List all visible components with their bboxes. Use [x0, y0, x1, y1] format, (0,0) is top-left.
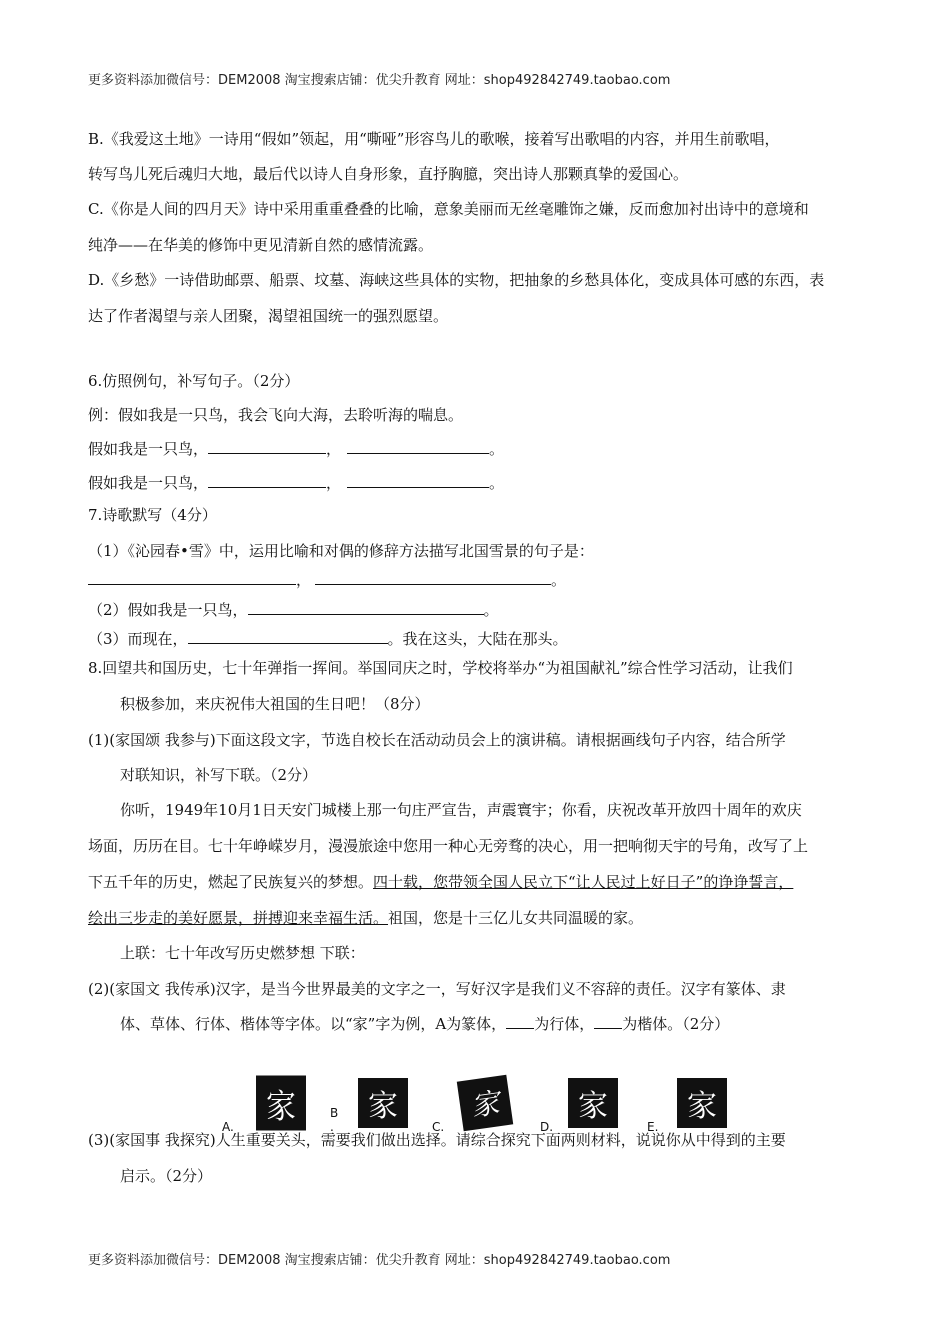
speech-text: 下五千年的历史，燃起了民族复兴的梦想。 — [88, 873, 374, 891]
speech-para-line1: 你听，1949年10月1日天安门城楼上那一句庄严宣告，声震寰宇；你看，庆祝改革开放四十周年的欢庆 — [120, 801, 802, 819]
q8-s2-line1: (2)(家国文 我传承)汉字，是当今世界最美的文字之一，写好汉字是我们义不容辞的责任。汉字有篆体、隶 — [88, 980, 786, 998]
speech-para-line2: 场面，历历在目。七十年峥嵘岁月，漫漫旅途中您用一种心无旁骛的决心，用一把响彻天宇的号角，改写了上 — [88, 837, 809, 855]
option-c-line1: C.《你是人间的四月天》诗中采用重重叠叠的比喻，意象美丽而无丝毫雕饰之嫌，反而愈加衬出诗中的意境和 — [88, 200, 809, 218]
q6-comma: ， — [326, 440, 342, 458]
q7-blank-1a[interactable] — [88, 570, 296, 585]
regular-script-image: 家 — [677, 1078, 727, 1128]
font-blank-1[interactable] — [506, 1014, 534, 1029]
q6-prompt: 假如我是一只鸟， — [88, 474, 209, 492]
option-label: D. — [540, 1120, 554, 1134]
q7-p1-blanks — [88, 570, 566, 590]
q6-blank-2b[interactable] — [347, 473, 489, 488]
q6-period: 。 — [489, 474, 505, 492]
q7-blank-1b[interactable] — [315, 570, 551, 585]
option-d-line2: 达了作者渴望与亲人团聚，渴望祖国统一的强烈愿望。 — [88, 307, 449, 325]
option-label: B . — [330, 1106, 339, 1134]
q8-line1: 8.回望共和国历史，七十年弹指一挥间。举国同庆之时，学校将举办“为祖国献礼”综合性学习活动，让我们 — [88, 659, 793, 677]
option-label: E. — [647, 1120, 659, 1134]
option-label: A. — [222, 1120, 234, 1134]
calligraphy-options — [222, 1078, 742, 1138]
q8-s1-line2: 对联知识，补写下联。（2分） — [120, 766, 318, 784]
seal-script-image: 家 — [256, 1076, 306, 1131]
underlined-sentence: 四十载，您带领全国人民立下“让人民过上好日子”的诤诤誓言， — [373, 873, 794, 891]
q6-period: 。 — [489, 440, 505, 458]
q6-title: 6.仿照例句，补写句子。（2分） — [88, 372, 300, 390]
q7-p1: （1）《沁园春•雪》中，运用比喻和对偶的修辞方法描写北国雪景的句子是： — [88, 542, 594, 560]
q8-line2: 积极参加，来庆祝伟大祖国的生日吧！（8分） — [120, 695, 430, 713]
option-c-line2: 纯净——在华美的修饰中更见清新自然的感情流露。 — [88, 236, 434, 254]
q7-p2: （2）假如我是一只鸟， — [88, 601, 248, 619]
page-header: 更多资料添加微信号：DEM2008 淘宝搜索店铺：优尖升教育 网址：shop492842749.taobao.com — [88, 73, 671, 88]
q8-s2-text1: 体、草体、行体、楷体等字体。以“家”字为例，A为篆体， — [120, 1015, 507, 1033]
speech-para-line3 — [88, 872, 793, 892]
page-footer: 更多资料添加微信号：DEM2008 淘宝搜索店铺：优尖升教育 网址：shop492842749.taobao.com — [88, 1253, 671, 1268]
q8-s3-line1: (3)(家国事 我探究)人生重要关头，需要我们做出选择。请综合探究下面两则材料，说说你从中得到的主要 — [88, 1131, 786, 1149]
q8-s2-text3: 为楷体。（2分） — [622, 1015, 730, 1033]
q6-blank-1b[interactable] — [347, 439, 489, 454]
option-d-line1: D.《乡愁》一诗借助邮票、船票、坟墓、海峡这些具体的实物，把抽象的乡愁具体化，变成具体可感的东西，表 — [88, 271, 825, 289]
q7-blank-2[interactable] — [248, 600, 484, 615]
q7-p3b: 。我在这头，大陆在那头。 — [387, 630, 568, 648]
q7-blank-3[interactable] — [188, 629, 388, 644]
q7-period: 。 — [551, 571, 567, 589]
q6-comma: ， — [326, 474, 342, 492]
couplet-line: 上联：七十年改写历史燃梦想 下联： — [120, 944, 365, 962]
cursive-script-image: 家 — [457, 1075, 513, 1131]
q7-comma: ， — [296, 571, 312, 589]
option-label: C. — [432, 1120, 445, 1134]
q7-p3a: （3）而现在， — [88, 630, 188, 648]
option-b-line1: B.《我爱这土地》一诗用“假如”领起，用“嘶哑”形容鸟儿的歌喉，接着写出歌唱的内容，并用生前歌唱， — [88, 130, 780, 148]
q7-period: 。 — [483, 601, 499, 619]
speech-text: 祖国，您是十三亿儿女共同温暖的家。 — [388, 909, 644, 927]
q8-s3-line2: 启示。（2分） — [120, 1167, 213, 1185]
q8-s2-text2: 为行体， — [534, 1015, 595, 1033]
speech-para-line4 — [88, 908, 643, 928]
underlined-sentence: 绘出三步走的美好愿景，拼搏迎来幸福生活。 — [88, 909, 389, 927]
clerical-script-image: 家 — [358, 1078, 408, 1128]
q6-blank-2a[interactable] — [208, 473, 326, 488]
q8-s1-line1: (1)(家国颂 我参与)下面这段文字，节选自校长在活动动员会上的演讲稿。请根据画线句子内容，结合所学 — [88, 731, 786, 749]
option-b-line2: 转写鸟儿死后魂归大地，最后代以诗人自身形象，直抒胸臆，突出诗人那颗真挚的爱国心。 — [88, 165, 689, 183]
q6-prompt: 假如我是一只鸟， — [88, 440, 209, 458]
q7-title: 7.诗歌默写（4分） — [88, 506, 217, 524]
font-blank-2[interactable] — [594, 1014, 622, 1029]
q6-example: 例：假如我是一只鸟，我会飞向大海，去聆听海的喘息。 — [88, 406, 464, 424]
q6-line2 — [88, 473, 504, 493]
q7-p3-line — [88, 629, 568, 649]
q7-p2-line — [88, 600, 499, 620]
q6-blank-1a[interactable] — [208, 439, 326, 454]
q8-s2-line2 — [120, 1014, 729, 1034]
running-script-image: 家 — [568, 1078, 618, 1128]
q6-line1 — [88, 439, 504, 459]
